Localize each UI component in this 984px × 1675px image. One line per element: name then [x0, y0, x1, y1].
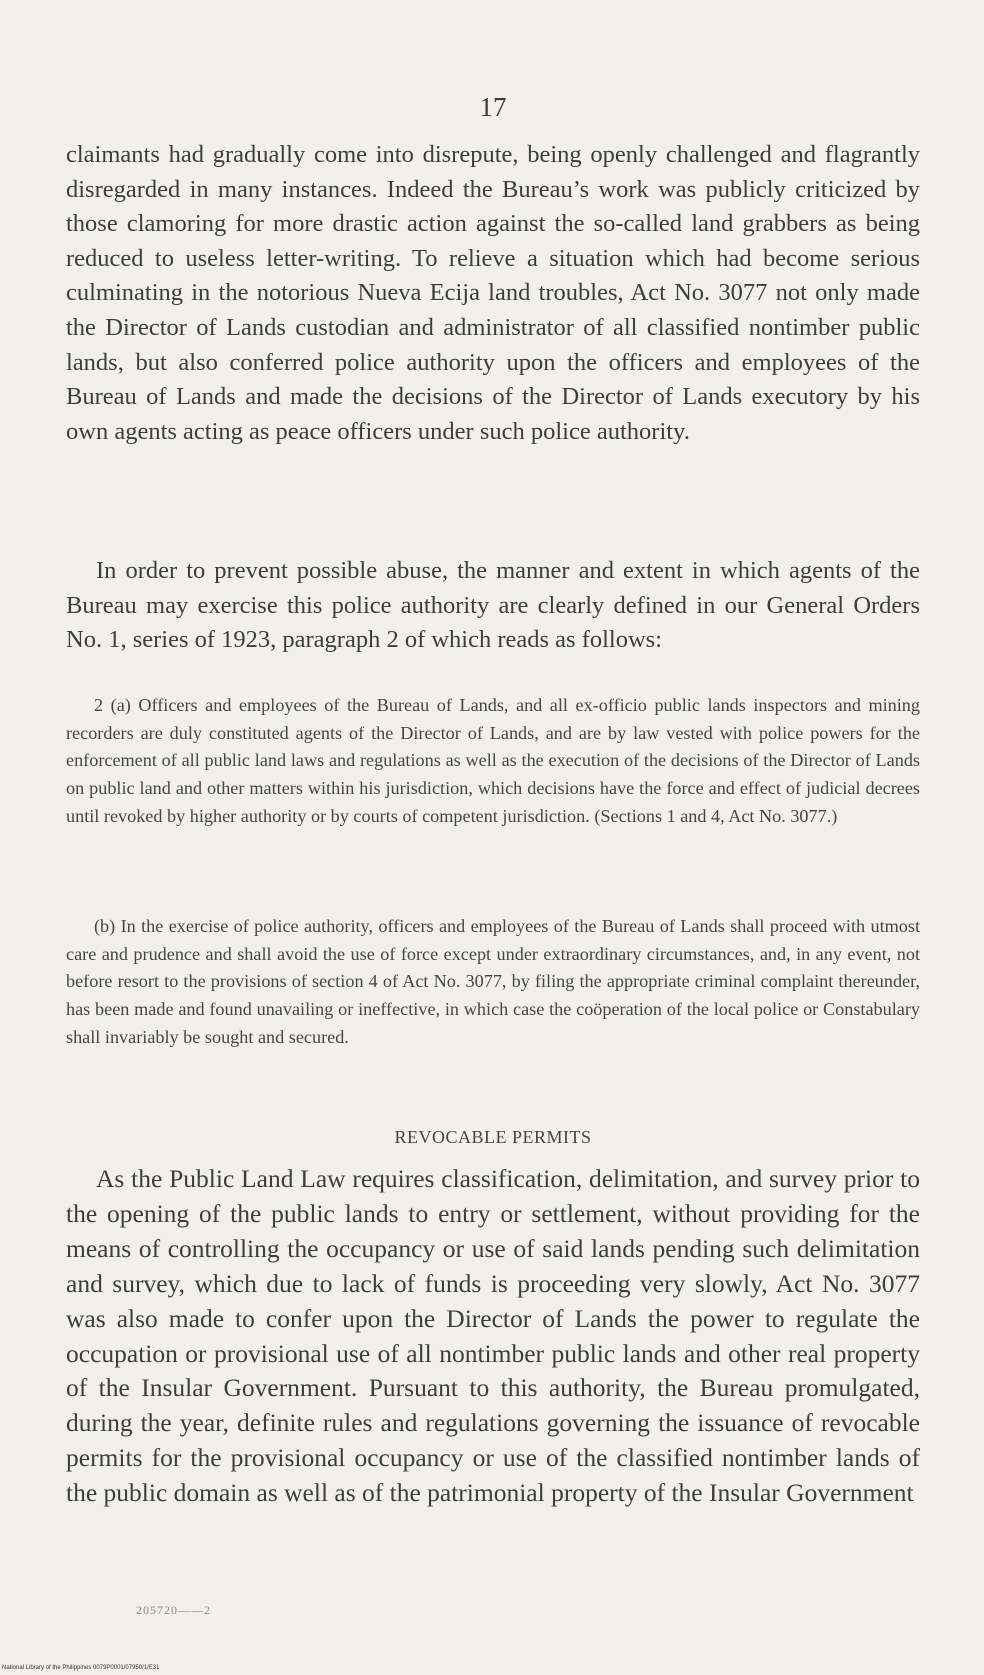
quoted-paragraph-b: (b) In the exercise of police authority, officers and employees of the Bureau of Lands shall proceed with utmost care and prudence and shall avoid the use of force except under extraordinary circumstances, and, in any event, not before resort to the provisions of section 4 of Act No. 3077, by filing the appropriate criminal complaint thereunder, has been made and found unavailing or ineffective, in which case the coöperation of the local police or Constabulary shall invariably be sought and secured.	[66, 916, 920, 1047]
page-number: 17	[479, 92, 507, 122]
quoted-paragraph-a: 2 (a) Officers and employees of the Bureau of Lands, and all ex-officio public lands inspectors and mining recorders are duly constituted agents of the Director of Lands, and are by law vested with police powers for the enforcement of all public land laws and regulations as well as the execution of the decisions of the Director of Lands on public land and other matters within his jurisdiction, which decisions have the force and effect of judicial decrees until revoked by higher authority or by courts of competent jurisdiction. (Sections 1 and 4, Act No. 3077.)	[66, 695, 920, 826]
paragraph-police-authority: claimants had gradually come into disrepute, being openly challenged and flagrantly disregarded in many instances. Indeed the Bureau’s work was publicly criticized by those clamoring for more drastic action against the so-called land grabbers as being reduced to useless letter-writing. To relieve a situation which had become serious culminating in the notorious Nueva Ecija land troubles, Act No. 3077 not only made the Director of Lands custodian and administrator of all classified nontimber public lands, but also conferred police authority upon the officers and employees of the Bureau of Lands and made the decisions of the Director of Lands executory by his own agents acting as peace officers under such police authority.	[66, 141, 920, 445]
paragraph-revocable-permits: As the Public Land Law requires classification, delimitation, and survey prior to the opening of the public lands to entry or settlement, without providing for the means of controlling the occupancy or use of said lands pending such delimitation and survey, which due to lack of funds is proceeding very slowly, Act No. 3077 was also made to confer upon the Director of Lands the power to regulate the occupation or provisional use of all nontimber public lands and other real property of the Insular Government. Pursuant to this authority, the Bureau promulgated, during the year, definite rules and regulations governing the issuance of revocable permits for the provisional occupancy or use of the classified nontimber lands of the public domain as well as of the patrimonial property of the Insular Government	[66, 1164, 920, 1508]
section-heading-revocable-permits: REVOCABLE PERMITS	[394, 1127, 592, 1147]
scan-credit-line: National Library of the Philippines 0079P0001/07950/1/E31	[2, 1665, 160, 1671]
print-job-code: 205720——2	[136, 1603, 211, 1617]
paragraph-general-orders: In order to prevent possible abuse, the manner and extent in which agents of the Bureau may exercise this police authority are clearly defined in our General Orders No. 1, series of 1923, paragraph 2 of which reads as follows:	[66, 557, 920, 654]
